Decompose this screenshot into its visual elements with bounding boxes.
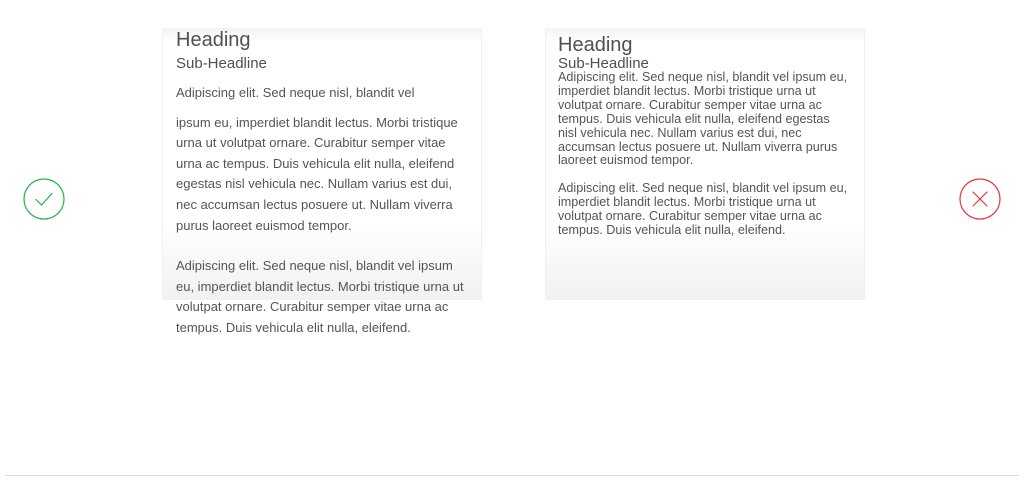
good-paragraph-2: Adipiscing elit. Sed neque nisl, blandit vel ipsum eu, imperdiet blandit lectus. Morbi tristique urna ut volutpat ornare. Curabitur semper vitae urna ac tempus. Duis vehicula elit nulla, eleifend. [176, 258, 464, 335]
good-subheading: Sub-Headline [176, 55, 267, 72]
bad-typography-example [545, 28, 865, 300]
good-heading: Heading [176, 29, 251, 51]
bad-paragraph-1: Adipiscing elit. Sed neque nisl, blandit vel ipsum eu, imperdiet blandit lectus. Morbi tristique urna ut volutpat ornare. Curabitur semper vitae urna ac tempus. Duis vehicula elit nulla, eleifend egestas nisl vehicula nec. Nullam varius est dui, nec accumsan lectus posuere ut. Nullam viverra purus laoreet euismod tempor. [558, 70, 848, 168]
good-typography-example [162, 28, 482, 335]
cross-circle-icon [959, 178, 1001, 220]
good-lead-line: Adipiscing elit. Sed neque nisl, blandit vel [176, 85, 415, 100]
bad-heading: Heading [558, 34, 633, 56]
bad-subheading: Sub-Headline [558, 55, 649, 72]
good-paragraph-1: ipsum eu, imperdiet blandit lectus. Morbi tristique urna ut volutpat ornare. Curabitur semper vitae urna ac tempus. Duis vehicula elit nulla, eleifend egestas nisl vehicula nec. Nullam varius est dui, nec accumsan lectus posuere ut. Nullam viverra purus laoreet euismod tempor. [176, 114, 458, 233]
bad-paragraph-2: Adipiscing elit. Sed neque nisl, blandit vel ipsum eu, imperdiet blandit lectus. Morbi tristique urna ut volutpat ornare. Curabitur semper vitae urna ac tempus. Duis vehicula elit nulla, eleifend. [558, 181, 848, 238]
cross-circle-graphic [959, 178, 1001, 220]
check-circle-icon [23, 178, 65, 220]
bottom-divider [5, 475, 1019, 476]
check-circle-graphic [23, 178, 65, 220]
